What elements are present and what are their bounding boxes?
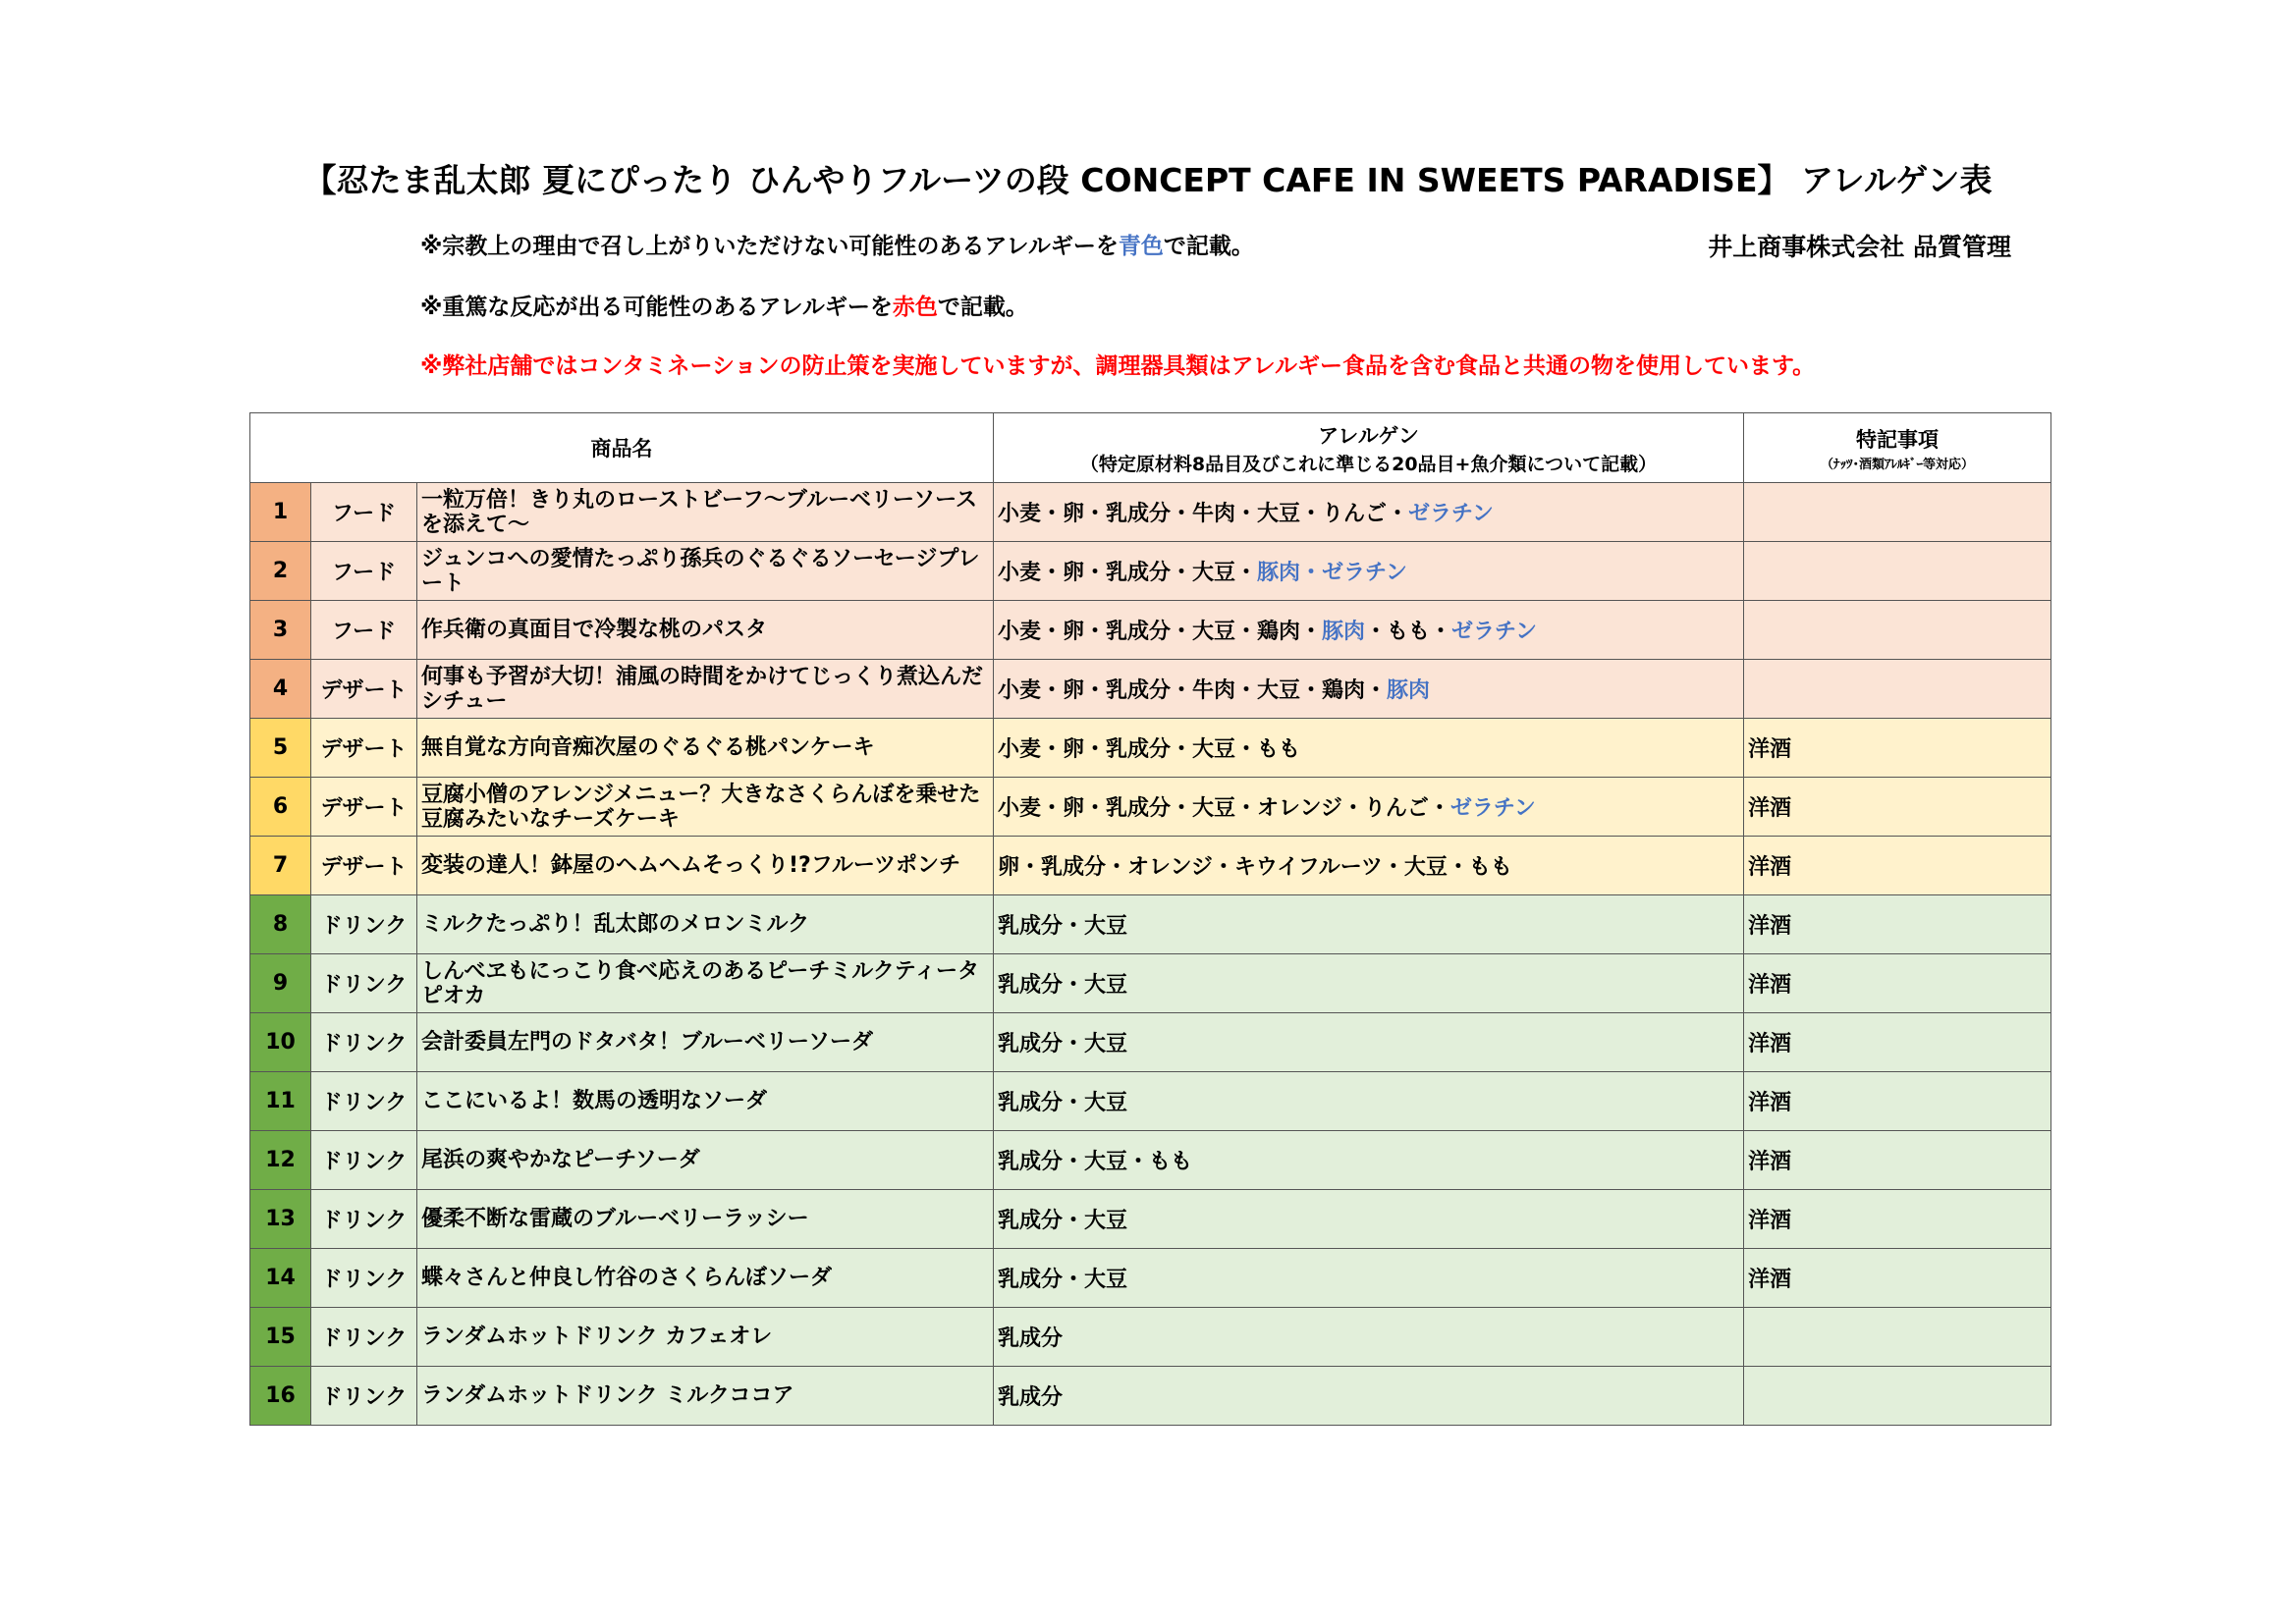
product-name: しんべヱもにっこり食べ応えのあるピーチミルクティータピオカ: [417, 954, 994, 1013]
row-category: ドリンク: [311, 1190, 417, 1249]
allergen-list: [994, 601, 1744, 660]
row-category: デザート: [311, 837, 417, 895]
allergen-list: [994, 1190, 1744, 1249]
product-name: 優柔不断な雷蔵のブルーベリーラッシー: [417, 1190, 994, 1249]
row-number: 8: [250, 895, 311, 954]
product-name: ここにいるよ！数馬の透明なソーダ: [417, 1072, 994, 1131]
row-number: 13: [250, 1190, 311, 1249]
product-name: ランダムホットドリンク ミルクココア: [417, 1367, 994, 1426]
allergen-list: [994, 483, 1744, 542]
allergen-text: 小麦・卵・乳成分・大豆・鶏肉・: [998, 620, 1323, 644]
religious-note-text: ※宗教上の理由で召し上がりいただけない可能性のあるアレルギーを: [420, 234, 1119, 259]
religious-allergen: ゼラチン: [1449, 796, 1536, 821]
allergen-list: [994, 1013, 1744, 1072]
table-row: [250, 601, 2051, 660]
allergen-text: 乳成分・大豆: [998, 914, 1128, 939]
allergen-list: [994, 1367, 1744, 1426]
row-number: 12: [250, 1131, 311, 1190]
row-number: 1: [250, 483, 311, 542]
severe-note: [420, 289, 1028, 321]
allergen-text: 乳成分・大豆: [998, 1209, 1128, 1233]
special-note: [1744, 1308, 2051, 1367]
table-row: [250, 837, 2051, 895]
special-header: [1744, 413, 2051, 483]
allergen-list: [994, 837, 1744, 895]
religious-color-label: 青色: [1118, 234, 1164, 259]
company-name: 井上商事株式会社 品質管理: [1708, 233, 2011, 261]
row-category: ドリンク: [311, 954, 417, 1013]
allergen-list: [994, 1308, 1744, 1367]
special-note: 洋酒: [1744, 895, 2051, 954]
row-number: 9: [250, 954, 311, 1013]
religious-allergen: 豚肉・ゼラチン: [1257, 561, 1407, 585]
allergen-text: 小麦・卵・乳成分・牛肉・大豆・りんご・: [998, 502, 1409, 526]
product-name: 無自覚な方向音痴次屋のぐるぐる桃パンケーキ: [417, 719, 994, 778]
product-name: 蝶々さんと仲良し竹谷のさくらんぼソーダ: [417, 1249, 994, 1308]
row-category: フード: [311, 483, 417, 542]
allergen-list: [994, 1131, 1744, 1190]
row-category: フード: [311, 601, 417, 660]
allergen-text: ・もも・: [1365, 620, 1452, 644]
special-note: 洋酒: [1744, 1013, 2051, 1072]
allergen-text: 乳成分: [998, 1326, 1064, 1351]
product-name: 変装の達人！鉢屋のヘムヘムそっくり!?フルーツポンチ: [417, 837, 994, 895]
allergen-text: 乳成分・大豆・もも: [998, 1150, 1193, 1174]
row-category: ドリンク: [311, 1249, 417, 1308]
severe-note-text: ※重篤な反応が出る可能性のあるアレルギーを: [420, 295, 893, 320]
allergen-list: [994, 1072, 1744, 1131]
product-name: 作兵衛の真面目で冷製な桃のパスタ: [417, 601, 994, 660]
product-name: 尾浜の爽やかなピーチソーダ: [417, 1131, 994, 1190]
table-row: [250, 483, 2051, 542]
allergen-list: [994, 719, 1744, 778]
table-row: [250, 542, 2051, 601]
table-row: [250, 1249, 2051, 1308]
allergen-text: 小麦・卵・乳成分・大豆・: [998, 561, 1258, 585]
allergen-list: [994, 542, 1744, 601]
allergen-text: 小麦・卵・乳成分・牛肉・大豆・鶏肉・: [998, 678, 1388, 703]
special-note: 洋酒: [1744, 954, 2051, 1013]
allergen-list: [994, 954, 1744, 1013]
table-row: [250, 1190, 2051, 1249]
product-name: ランダムホットドリンク カフェオレ: [417, 1308, 994, 1367]
special-note: 洋酒: [1744, 1190, 2051, 1249]
special-note: [1744, 542, 2051, 601]
allergen-header: [994, 413, 1744, 483]
page-title: 【忍たま乱太郎 夏にぴったり ひんやりフルーツの段 CONCEPT CAFE IN SWEETS PARADISE】 アレルゲン表: [303, 161, 1993, 199]
row-number: 5: [250, 719, 311, 778]
row-category: デザート: [311, 719, 417, 778]
row-number: 16: [250, 1367, 311, 1426]
table-row: [250, 778, 2051, 837]
special-note: [1744, 601, 2051, 660]
allergen-text: 卵・乳成分・オレンジ・キウイフルーツ・大豆・もも: [998, 855, 1512, 880]
special-note: 洋酒: [1744, 837, 2051, 895]
row-number: 10: [250, 1013, 311, 1072]
severe-note-end: で記載。: [937, 295, 1028, 320]
allergen-header-sub: （特定原材料8品目及びこれに準じる20品目+魚介類について記載）: [1079, 453, 1658, 475]
row-category: ドリンク: [311, 1072, 417, 1131]
allergen-text: 乳成分・大豆: [998, 1268, 1128, 1292]
religious-allergen: 豚肉: [1387, 678, 1431, 703]
product-header: [250, 413, 994, 483]
row-category: ドリンク: [311, 1308, 417, 1367]
special-header-sub: （ﾅｯﾂ･酒類ｱﾚﾙｷﾞｰ等対応）: [1820, 457, 1974, 472]
product-name: 豆腐小僧のアレンジメニュー？大きなさくらんぼを乗せた豆腐みたいなチーズケーキ: [417, 778, 994, 837]
religious-allergen: 豚肉: [1322, 620, 1366, 644]
table-row: [250, 1072, 2051, 1131]
allergen-text: 小麦・卵・乳成分・大豆・オレンジ・りんご・: [998, 796, 1450, 821]
special-note: [1744, 660, 2051, 719]
religious-note-end: で記載。: [1163, 234, 1254, 259]
row-number: 4: [250, 660, 311, 719]
special-note: [1744, 1367, 2051, 1426]
allergen-list: [994, 895, 1744, 954]
row-number: 15: [250, 1308, 311, 1367]
allergen-text: 乳成分・大豆: [998, 1032, 1128, 1056]
allergen-text: 乳成分: [998, 1385, 1064, 1410]
row-category: デザート: [311, 778, 417, 837]
special-note: 洋酒: [1744, 1131, 2051, 1190]
allergen-text: 小麦・卵・乳成分・大豆・もも: [998, 737, 1301, 762]
row-category: フード: [311, 542, 417, 601]
table-row: [250, 1367, 2051, 1426]
special-note: 洋酒: [1744, 778, 2051, 837]
table-row: [250, 1308, 2051, 1367]
product-name: ジュンコへの愛情たっぷり孫兵のぐるぐるソーセージプレート: [417, 542, 994, 601]
allergen-list: [994, 660, 1744, 719]
row-number: 2: [250, 542, 311, 601]
table-row: [250, 1013, 2051, 1072]
row-category: デザート: [311, 660, 417, 719]
special-note: 洋酒: [1744, 1072, 2051, 1131]
table-row: [250, 954, 2051, 1013]
row-category: ドリンク: [311, 1013, 417, 1072]
product-header-label: 商品名: [590, 437, 653, 460]
table-row: [250, 895, 2051, 954]
special-header-label: 特記事項: [1856, 427, 1939, 452]
row-number: 6: [250, 778, 311, 837]
allergen-header-label: アレルゲン: [1318, 423, 1419, 448]
religious-allergen: ゼラチン: [1451, 620, 1537, 644]
row-number: 7: [250, 837, 311, 895]
row-number: 11: [250, 1072, 311, 1131]
allergen-list: [994, 778, 1744, 837]
product-name: 一粒万倍！きり丸のローストビーフ～ブルーベリーソースを添えて～: [417, 483, 994, 542]
product-name: 会計委員左門のドタバタ！ブルーベリーソーダ: [417, 1013, 994, 1072]
special-note: [1744, 483, 2051, 542]
table-row: [250, 1131, 2051, 1190]
allergen-list: [994, 1249, 1744, 1308]
religious-allergen: ゼラチン: [1408, 502, 1494, 526]
table-row: [250, 719, 2051, 778]
allergen-table: [249, 412, 2051, 1426]
table-header-row: [250, 413, 2051, 483]
product-name: 何事も予習が大切！浦風の時間をかけてじっくり煮込んだシチュー: [417, 660, 994, 719]
severe-color-label: 赤色: [892, 295, 938, 320]
row-number: 3: [250, 601, 311, 660]
table-row: [250, 660, 2051, 719]
special-note: 洋酒: [1744, 719, 2051, 778]
row-category: ドリンク: [311, 895, 417, 954]
row-number: 14: [250, 1249, 311, 1308]
special-note: 洋酒: [1744, 1249, 2051, 1308]
row-category: ドリンク: [311, 1367, 417, 1426]
allergen-text: 乳成分・大豆: [998, 973, 1128, 998]
row-category: ドリンク: [311, 1131, 417, 1190]
religious-note: [420, 228, 1254, 260]
allergen-text: 乳成分・大豆: [998, 1091, 1128, 1115]
contamination-note: ※弊社店舗ではコンタミネーションの防止策を実施していますが、調理器具類はアレルギー食品を含む食品と共通の物を使用しています。: [420, 353, 1816, 379]
product-name: ミルクたっぷり！乱太郎のメロンミルク: [417, 895, 994, 954]
